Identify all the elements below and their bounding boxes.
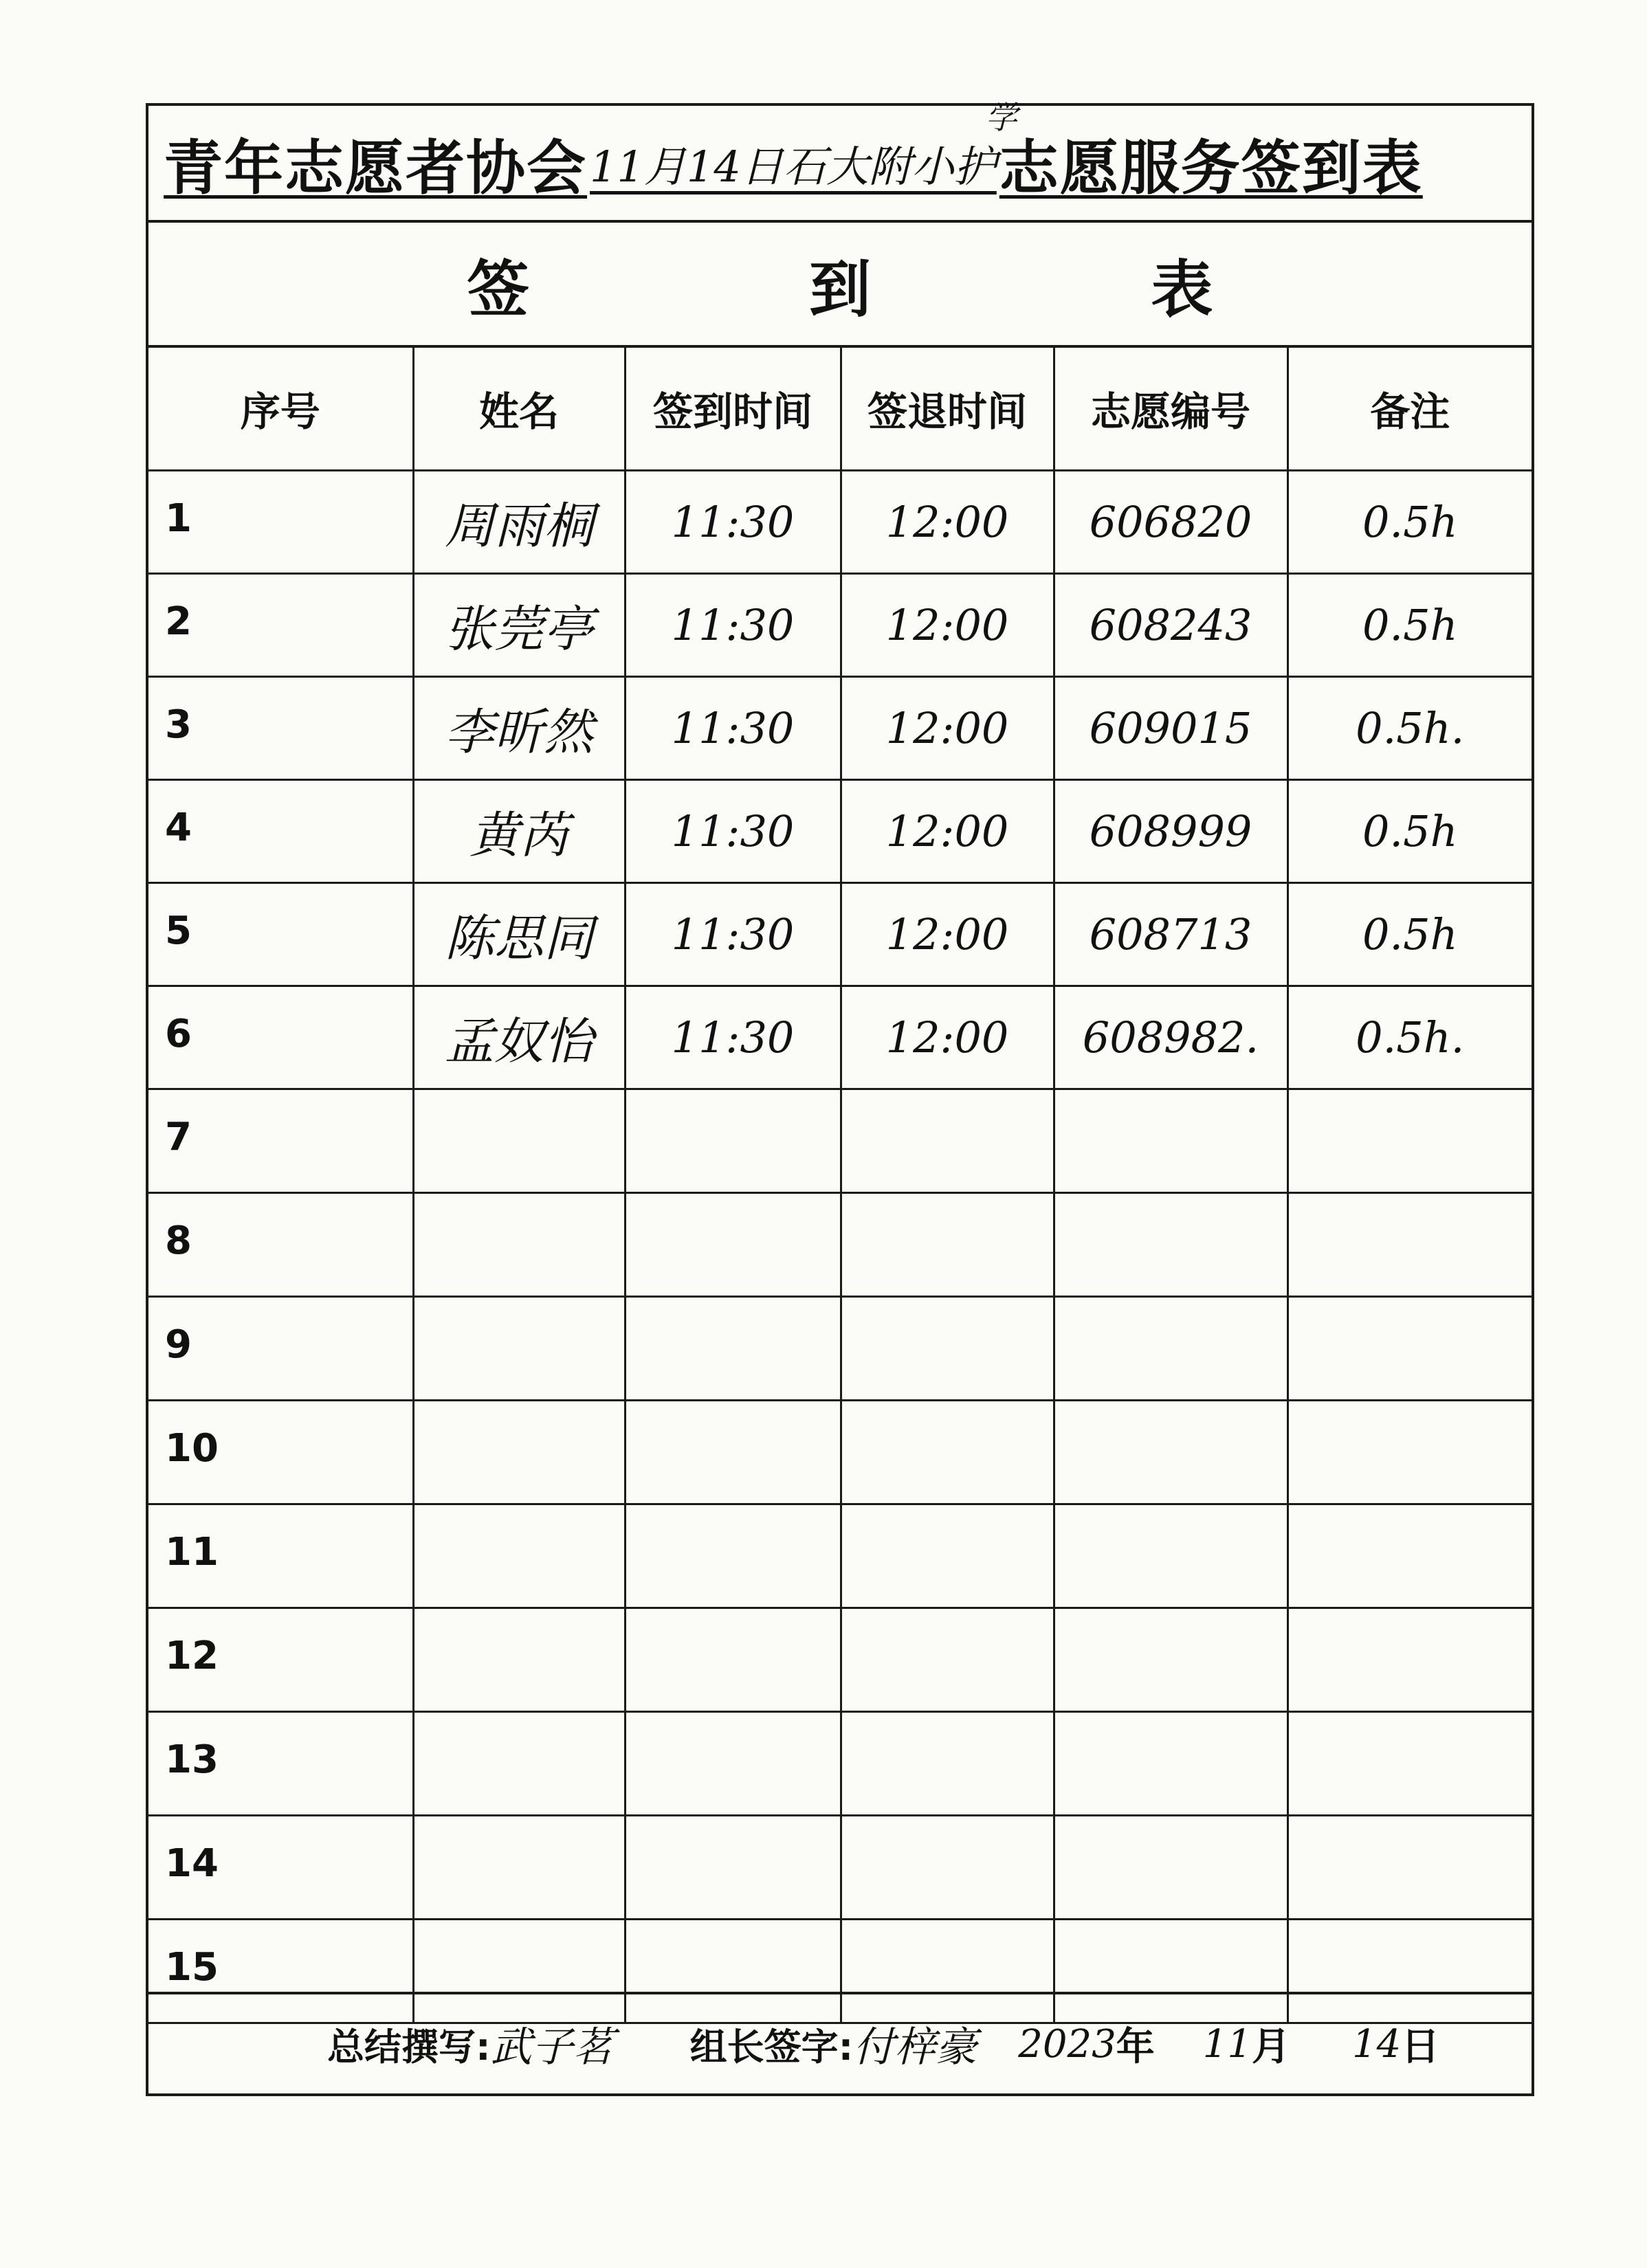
- row-name: [413, 1089, 625, 1192]
- row-volunteer-id: [1054, 1711, 1287, 1815]
- row-sign-in-time: 11:30: [625, 470, 841, 573]
- attendance-table: [148, 348, 1532, 2024]
- col-header-volunteer-id: 志愿编号: [1054, 348, 1287, 470]
- subtitle-char-1: 签: [467, 254, 529, 326]
- row-index: 1: [148, 470, 413, 573]
- row-sign-out-time: [841, 1296, 1054, 1400]
- date-year-unit: 年: [1116, 2025, 1155, 2069]
- row-sign-in-time: [625, 1400, 841, 1504]
- title-event-insert: 学: [985, 98, 1017, 136]
- row-name: 孟奴怡: [413, 986, 625, 1089]
- row-name: 李昕然: [413, 676, 625, 779]
- row-volunteer-id: [1054, 1608, 1287, 1711]
- row-volunteer-id: 608982.: [1054, 986, 1287, 1089]
- leader-signature: 付梓豪: [853, 2023, 977, 2071]
- title-org: 青年志愿者协会: [164, 134, 587, 203]
- summary-writer-signature: 武子茗: [490, 2023, 615, 2071]
- row-note: 0.5h: [1287, 882, 1532, 986]
- row-note: [1287, 1400, 1532, 1504]
- row-sign-out-time: 12:00: [841, 676, 1054, 779]
- table-row: [148, 986, 1532, 1089]
- row-name: [413, 1711, 625, 1815]
- row-index: 8: [148, 1192, 413, 1296]
- table-row: [148, 779, 1532, 882]
- col-header-index: 序号: [148, 348, 413, 470]
- row-name: [413, 1504, 625, 1608]
- row-sign-in-time: 11:30: [625, 573, 841, 676]
- row-name: 陈思同: [413, 882, 625, 986]
- row-sign-in-time: [625, 1608, 841, 1711]
- row-name: [413, 1815, 625, 1919]
- row-sign-out-time: [841, 1400, 1054, 1504]
- date-day-unit: 日: [1401, 2025, 1440, 2069]
- row-index: 14: [148, 1815, 413, 1919]
- row-volunteer-id: 608713: [1054, 882, 1287, 986]
- row-name: 张莞亭: [413, 573, 625, 676]
- table-row: [148, 1504, 1532, 1608]
- row-volunteer-id: [1054, 1296, 1287, 1400]
- subtitle-char-3: 表: [1151, 254, 1213, 326]
- row-index: 12: [148, 1608, 413, 1711]
- sheet-title: [148, 98, 1532, 223]
- title-suffix: 志愿服务签到表: [999, 134, 1423, 203]
- table-row: [148, 1815, 1532, 1919]
- row-note: [1287, 1815, 1532, 1919]
- row-sign-in-time: [625, 1296, 841, 1400]
- row-index: 15: [148, 1919, 413, 2023]
- table-row: [148, 882, 1532, 986]
- row-sign-in-time: 11:30: [625, 986, 841, 1089]
- row-volunteer-id: [1054, 1192, 1287, 1296]
- row-volunteer-id: [1054, 1089, 1287, 1192]
- leader-label: 组长签字:: [689, 2025, 854, 2069]
- row-sign-in-time: [625, 1089, 841, 1192]
- row-sign-out-time: [841, 1192, 1054, 1296]
- table-row: [148, 1400, 1532, 1504]
- row-index: 2: [148, 573, 413, 676]
- row-index: 11: [148, 1504, 413, 1608]
- row-sign-out-time: [841, 1504, 1054, 1608]
- row-volunteer-id: [1054, 1815, 1287, 1919]
- summary-label: 总结撰写:: [327, 2025, 491, 2069]
- row-sign-out-time: [841, 1089, 1054, 1192]
- row-note: [1287, 1711, 1532, 1815]
- row-index: 10: [148, 1400, 413, 1504]
- row-name: [413, 1192, 625, 1296]
- date-year: 2023: [1018, 2021, 1116, 2067]
- table-header-row: [148, 348, 1532, 470]
- table-row: [148, 573, 1532, 676]
- row-index: 7: [148, 1089, 413, 1192]
- row-index: 4: [148, 779, 413, 882]
- row-note: 0.5h: [1287, 779, 1532, 882]
- row-volunteer-id: 606820: [1054, 470, 1287, 573]
- row-sign-in-time: 11:30: [625, 779, 841, 882]
- row-sign-out-time: [841, 1608, 1054, 1711]
- table-row: [148, 1192, 1532, 1296]
- row-note: [1287, 1608, 1532, 1711]
- row-name: [413, 1400, 625, 1504]
- row-volunteer-id: [1054, 1400, 1287, 1504]
- row-name: 周雨桐: [413, 470, 625, 573]
- row-sign-out-time: [841, 1815, 1054, 1919]
- table-row: [148, 1711, 1532, 1815]
- row-volunteer-id: [1054, 1504, 1287, 1608]
- row-name: [413, 1608, 625, 1711]
- row-sign-out-time: 12:00: [841, 779, 1054, 882]
- row-sign-in-time: 11:30: [625, 676, 841, 779]
- table-row: [148, 1089, 1532, 1192]
- row-sign-in-time: 11:30: [625, 882, 841, 986]
- row-name: 黄芮: [413, 779, 625, 882]
- row-note: 0.5h: [1287, 470, 1532, 573]
- row-volunteer-id: 608999: [1054, 779, 1287, 882]
- col-header-note: 备注: [1287, 348, 1532, 470]
- sheet-footer: [148, 1992, 1532, 2093]
- row-sign-in-time: [625, 1815, 841, 1919]
- row-sign-out-time: 12:00: [841, 470, 1054, 573]
- row-index: 9: [148, 1296, 413, 1400]
- row-index: 13: [148, 1711, 413, 1815]
- title-event-text: 11月14日石大附小护: [590, 141, 997, 192]
- row-note: 0.5h.: [1287, 676, 1532, 779]
- row-sign-in-time: [625, 1504, 841, 1608]
- row-note: [1287, 1089, 1532, 1192]
- sign-in-sheet: [146, 98, 1534, 2096]
- row-note: [1287, 1296, 1532, 1400]
- row-index: 5: [148, 882, 413, 986]
- row-sign-out-time: 12:00: [841, 882, 1054, 986]
- col-header-name: 姓名: [413, 348, 625, 470]
- table-body: [148, 470, 1532, 2023]
- row-sign-out-time: 12:00: [841, 573, 1054, 676]
- row-index: 6: [148, 986, 413, 1089]
- row-index: 3: [148, 676, 413, 779]
- table-row: [148, 470, 1532, 573]
- date-month: 11: [1202, 2021, 1252, 2067]
- row-sign-out-time: [841, 1711, 1054, 1815]
- row-name: [413, 1296, 625, 1400]
- table-row: [148, 1296, 1532, 1400]
- date-day: 14: [1352, 2021, 1402, 2067]
- row-note: 0.5h: [1287, 573, 1532, 676]
- subtitle: [148, 223, 1532, 348]
- row-sign-in-time: [625, 1711, 841, 1815]
- row-note: 0.5h.: [1287, 986, 1532, 1089]
- table-row: [148, 676, 1532, 779]
- row-note: [1287, 1192, 1532, 1296]
- col-header-sign-in: 签到时间: [625, 348, 841, 470]
- row-sign-out-time: 12:00: [841, 986, 1054, 1089]
- table-row: [148, 1608, 1532, 1711]
- row-volunteer-id: 608243: [1054, 573, 1287, 676]
- col-header-sign-out: 签退时间: [841, 348, 1054, 470]
- row-sign-in-time: [625, 1192, 841, 1296]
- title-event-handwritten: [590, 98, 1017, 194]
- subtitle-char-2: 到: [808, 254, 871, 326]
- row-note: [1287, 1504, 1532, 1608]
- date-month-unit: 月: [1252, 2025, 1290, 2069]
- row-volunteer-id: 609015: [1054, 676, 1287, 779]
